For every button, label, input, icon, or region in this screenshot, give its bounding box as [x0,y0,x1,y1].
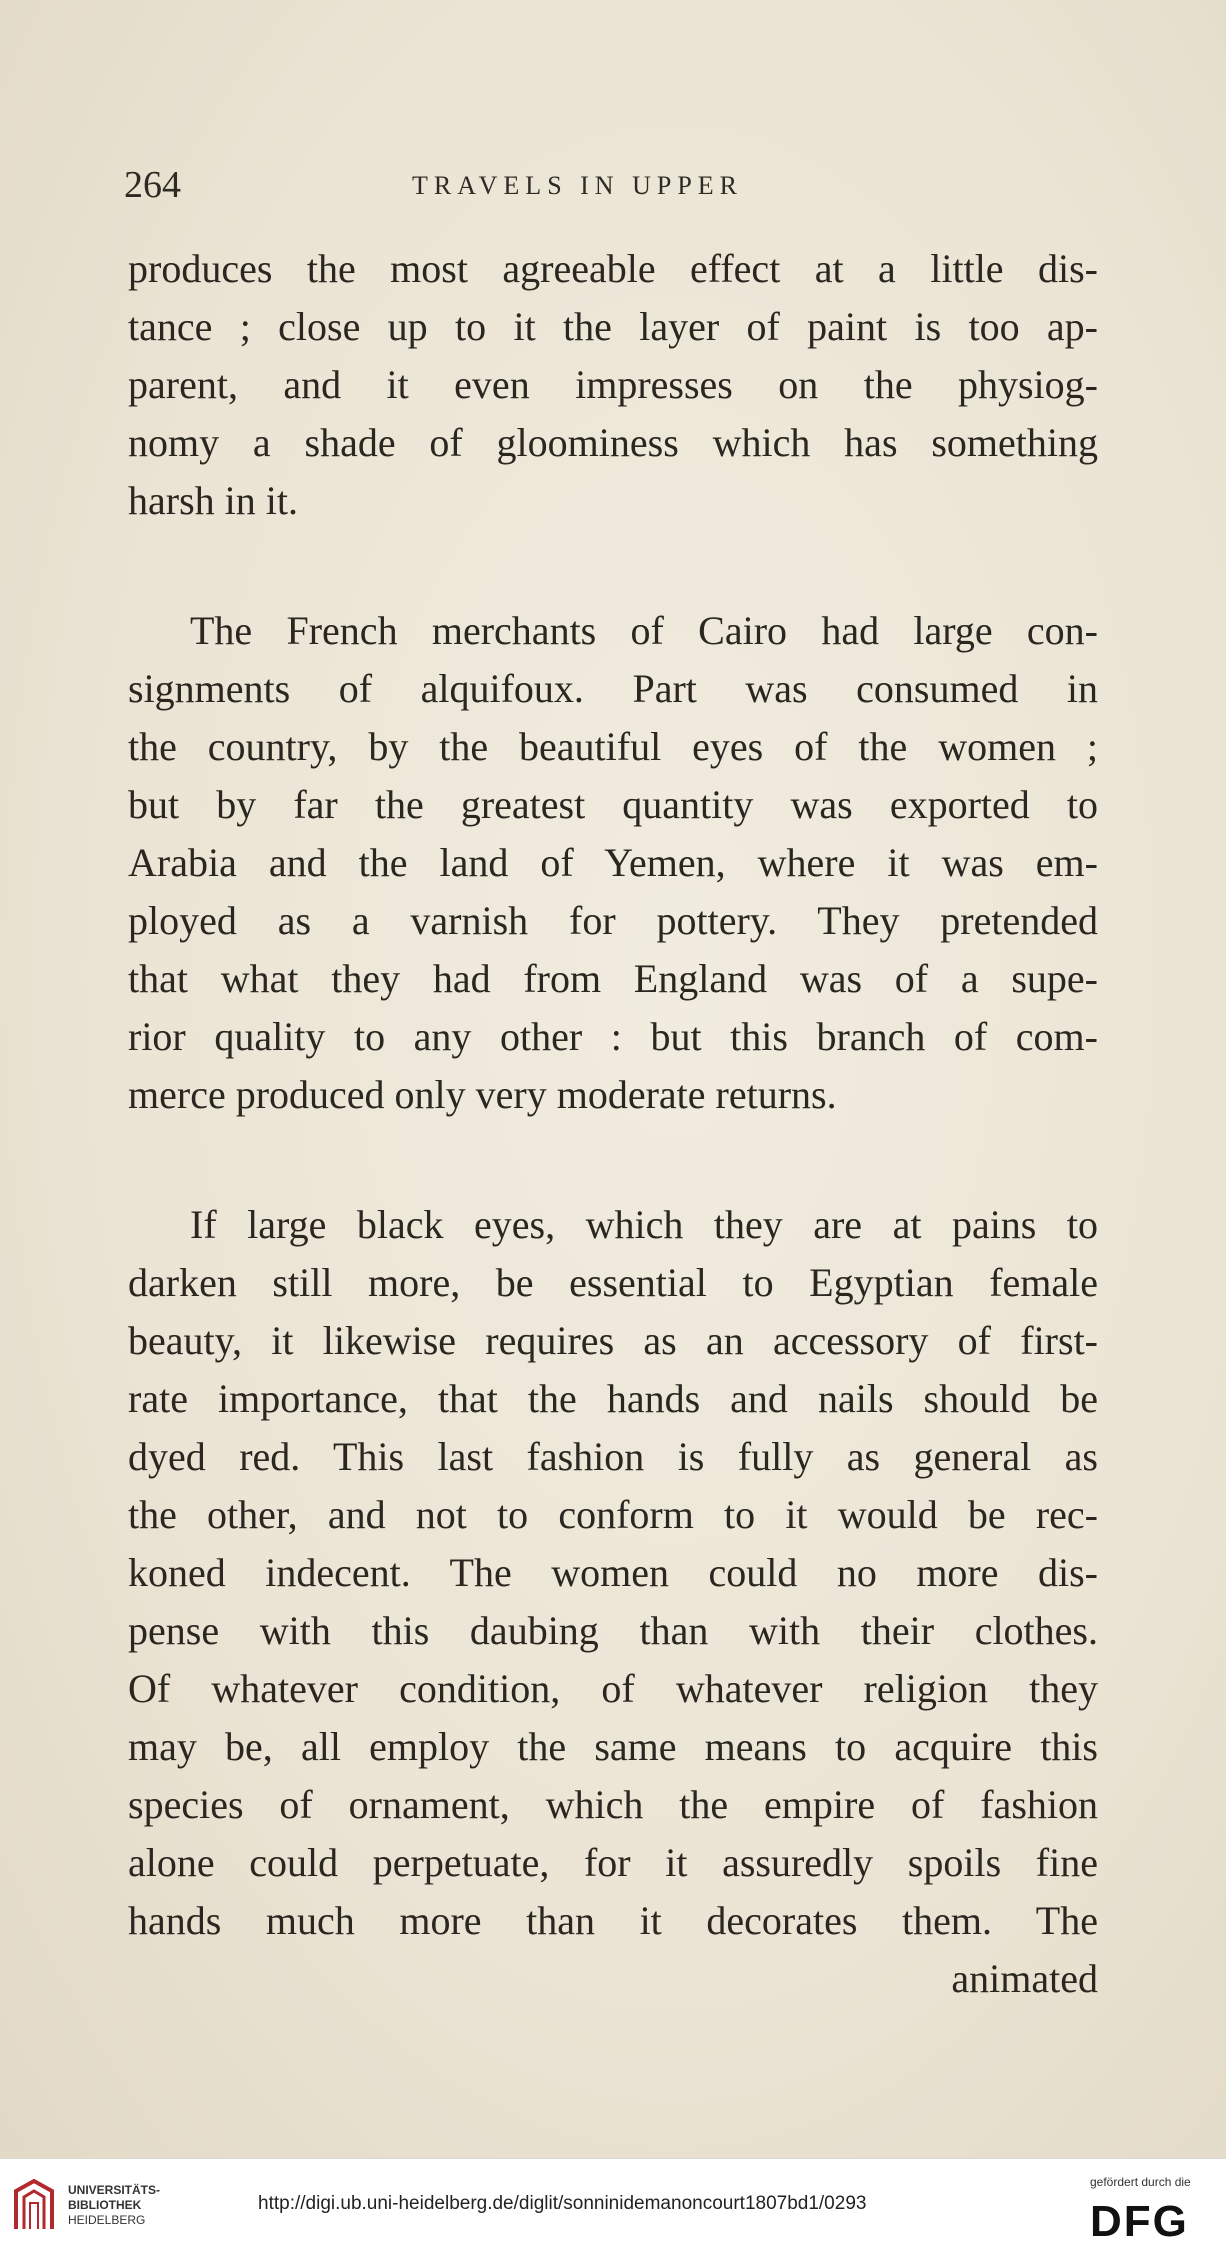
text-line: If large black eyes, which they are at pains to [190,1202,1098,1247]
text-line: parent, and it even impresses on the physiog- [128,362,1098,407]
library-name [68,2183,160,2228]
paragraph-gap [128,1124,1098,1196]
text-line: harsh in it. [128,478,298,523]
page-header [120,163,1120,213]
paragraph-1 [128,240,1098,530]
library-name-line: UNIVERSITÄTS- [68,2183,161,2197]
text-line: the other, and not to conform to it would be rec- [128,1492,1098,1537]
text-line: rior quality to any other : but this branch of com- [128,1014,1098,1059]
text-line: that what they had from England was of a supe- [128,956,1098,1001]
text-line: merce produced only very moderate returns. [128,1072,837,1117]
catchword: animated [951,1956,1098,2001]
text-line: ployed as a varnish for pottery. They pretended [128,898,1098,943]
text-line: species of ornament, which the empire of fashion [128,1782,1098,1827]
text-line: koned indecent. The women could no more dis- [128,1550,1098,1595]
body-text [128,240,1098,2008]
text-line: but by far the greatest quantity was exported to [128,782,1098,827]
paragraph-2 [128,602,1098,1124]
library-name-line: BIBLIOTHEK [68,2198,142,2212]
library-name-line: HEIDELBERG [68,2213,146,2227]
permalink-url[interactable]: http://digi.ub.uni-heidelberg.de/diglit/sonninidemanoncourt1807bd1/0293 [258,2193,867,2214]
page-number: 264 [124,164,181,206]
text-line: rate importance, that the hands and nails should be [128,1376,1098,1421]
text-line: tance ; close up to it the layer of paint is too ap- [128,304,1098,349]
university-library-logo-icon [12,2177,58,2233]
text-line: pense with this daubing than with their clothes. [128,1608,1098,1653]
text-line: The French merchants of Cairo had large con- [190,608,1098,653]
text-line: dyed red. This last fashion is fully as general as [128,1434,1098,1479]
digitization-footer [0,2158,1226,2250]
text-line: nomy a shade of gloominess which has something [128,420,1098,465]
text-line: beauty, it likewise requires as an accessory of first- [128,1318,1098,1363]
text-line: Arabia and the land of Yemen, where it was em- [128,840,1098,885]
text-line: the country, by the beautiful eyes of the women ; [128,724,1098,769]
text-line: signments of alquifoux. Part was consumed in [128,666,1098,711]
text-line: produces the most agreeable effect at a little dis- [128,246,1098,291]
text-line: may be, all employ the same means to acquire this [128,1724,1098,1769]
text-line: hands much more than it decorates them. The [128,1898,1098,1943]
running-head: TRAVELS IN UPPER [412,171,744,200]
paragraph-gap [128,530,1098,602]
text-line: alone could perpetuate, for it assuredly spoils fine [128,1840,1098,1885]
text-line: Of whatever condition, of whatever religion they [128,1666,1098,1711]
funded-by-label: gefördert durch die [1090,2175,1191,2189]
text-line: darken still more, be essential to Egyptian female [128,1260,1098,1305]
paragraph-3 [128,1196,1098,1950]
dfg-logo: DFG [1090,2197,1189,2246]
